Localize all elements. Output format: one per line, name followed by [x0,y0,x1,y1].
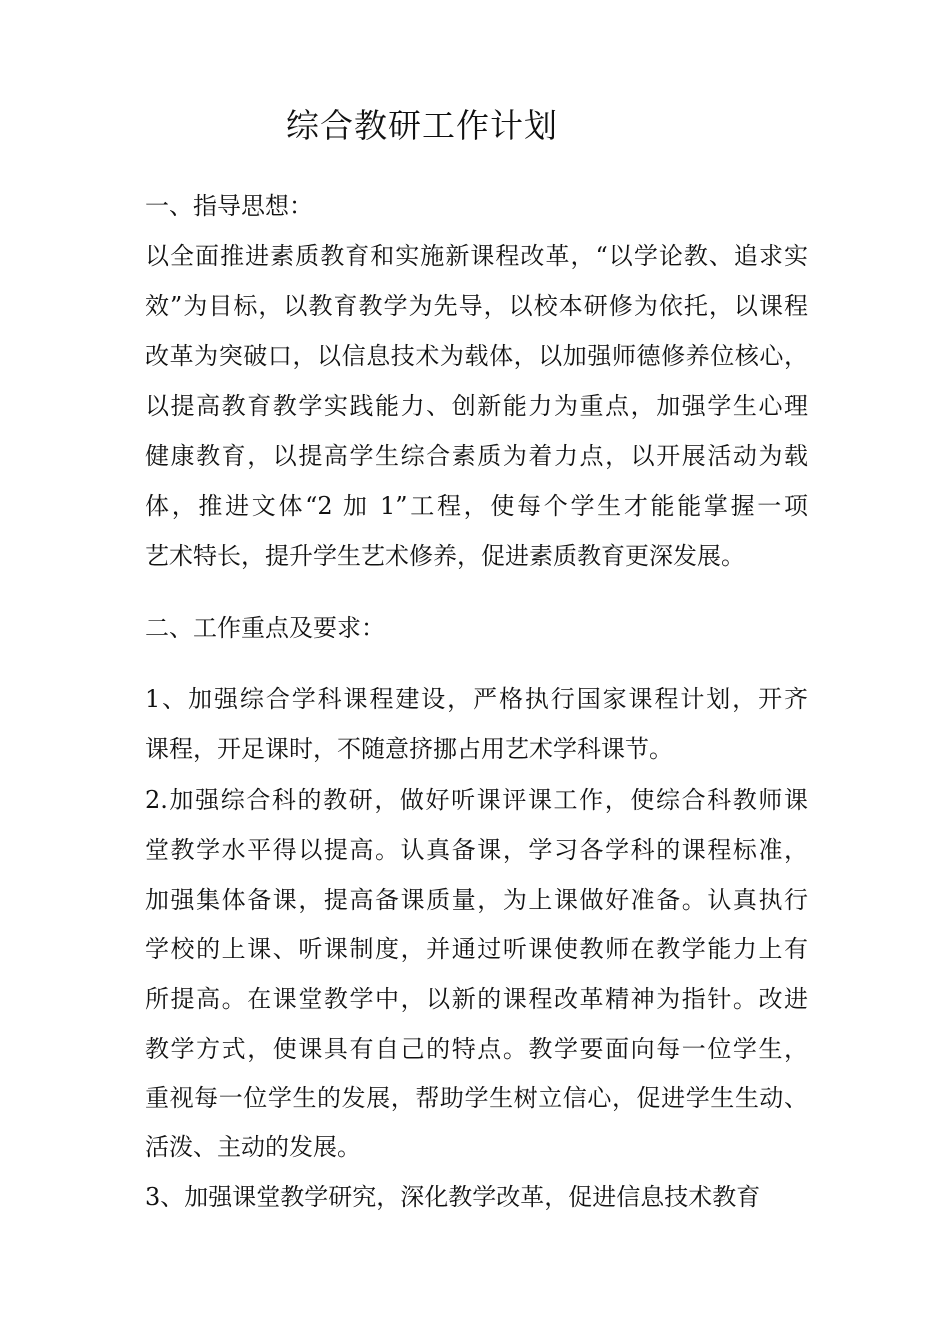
paragraph-line: 活泼、主动的发展。 [145,1133,361,1161]
paragraph-line: 1、加强综合学科课程建设，严格执行国家课程计划，开齐 [145,685,808,713]
document-title: 综合教研工作计划 [286,106,558,145]
paragraph-line: 课程，开足课时，不随意挤挪占用艺术学科课节。 [145,735,673,763]
paragraph-line: 2.加强综合科的教研，做好听课评课工作，使综合科教师课 [145,786,808,814]
paragraph-line: 堂教学水平得以提高。认真备课，学习各学科的课程标准， [145,836,808,864]
paragraph-line: 加强集体备课，提高备课质量，为上课做好准备。认真执行 [145,886,808,914]
paragraph-line: 重视每一位学生的发展，帮助学生树立信心，促进学生生动、 [145,1084,808,1112]
paragraph-line: 体，推进文体“2 加 1”工程，使每个学生才能能掌握一项 [145,492,808,520]
paragraph-line: 教学方式，使课具有自己的特点。教学要面向每一位学生， [145,1035,808,1063]
section-heading-guiding-thought: 一、指导思想： [145,192,313,220]
paragraph-line: 健康教育，以提高学生综合素质为着力点，以开展活动为载 [145,442,808,470]
section-heading-key-points: 二、工作重点及要求： [145,614,385,642]
paragraph-line: 以全面推进素质教育和实施新课程改革，“以学论教、追求实 [145,242,808,270]
paragraph-line: 艺术特长，提升学生艺术修养，促进素质教育更深发展。 [145,542,745,570]
paragraph-line: 改革为突破口，以信息技术为载体，以加强师德修养位核心， [145,342,808,370]
paragraph-line: 所提高。在课堂教学中，以新的课程改革精神为指针。改进 [145,985,808,1013]
paragraph-line: 学校的上课、听课制度，并通过听课使教师在教学能力上有 [145,935,808,963]
paragraph-line: 3、加强课堂教学研究，深化教学改革，促进信息技术教育 [145,1183,761,1211]
paragraph-line: 以提高教育教学实践能力、创新能力为重点，加强学生心理 [145,392,808,420]
paragraph-line: 效”为目标，以教育教学为先导，以校本研修为依托，以课程 [145,292,808,320]
